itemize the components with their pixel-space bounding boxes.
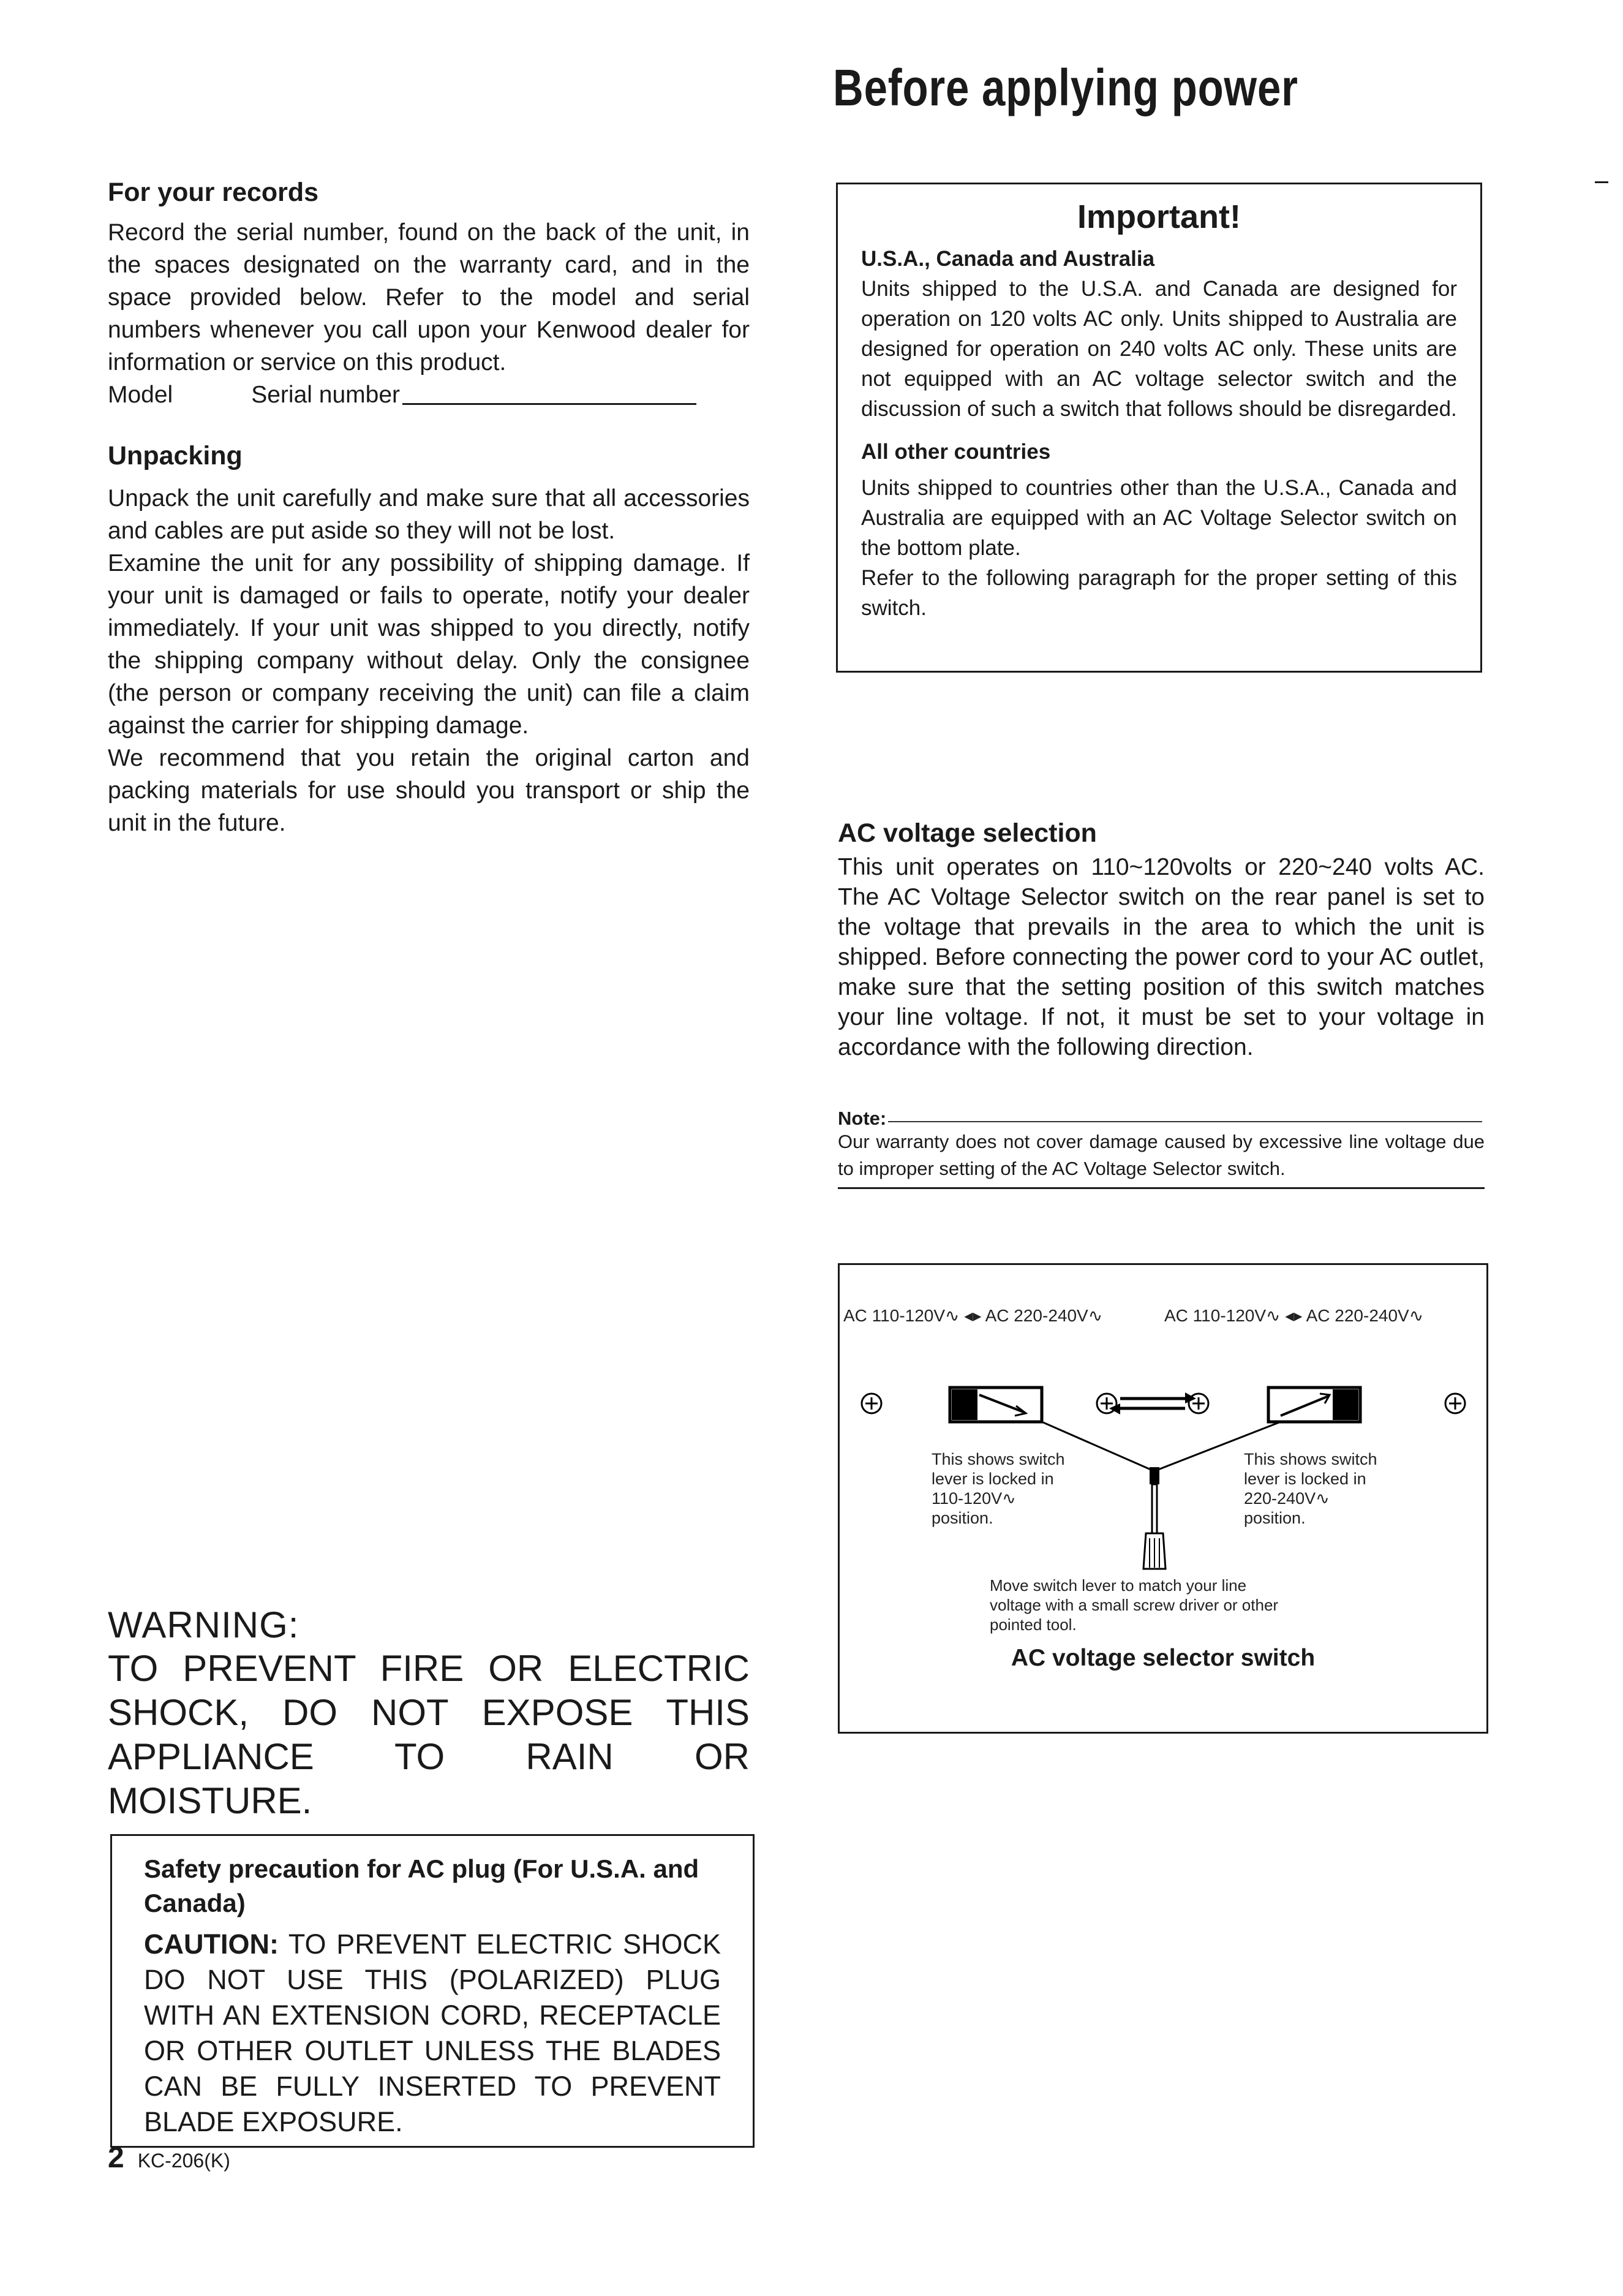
screwdriver-icon — [1143, 1467, 1165, 1569]
important-other-heading: All other countries — [861, 440, 1051, 464]
important-other-paragraph: Units shipped to countries other than the U.S.A., Canada and Australia are equipped with an AC Voltage Selector switch on the bottom plate. — [861, 476, 1457, 560]
right-caption-line: position. — [1244, 1509, 1306, 1527]
unpacking-paragraph: We recommend that you retain the original carton and packing materials for use should you transport or ship the unit in the future. — [108, 745, 750, 836]
serial-label: Serial number — [251, 382, 401, 408]
right-caption-line: lever is locked in — [1244, 1470, 1366, 1488]
serial-blank-line — [402, 380, 696, 405]
important-usa-heading: U.S.A., Canada and Australia — [861, 247, 1155, 271]
safety-box — [110, 1834, 755, 2148]
ac-selection-section — [838, 818, 1485, 1062]
important-other-paragraph: Refer to the following paragraph for the proper setting of this switch. — [861, 566, 1457, 620]
model-label: Model — [108, 382, 173, 408]
left-caption-line: position. — [932, 1509, 993, 1527]
top-label-left: AC 110-120V∿ ◂▸ AC 220-240V∿ — [843, 1306, 1103, 1325]
ac-selection-text: This unit operates on 110~120volts or 220~240 volts AC. The AC Voltage Selector switch on the rear panel is set to the voltage that prevails in the area to which the unit is shipped. Before connecting the power cord to your AC outlet, make sure that the setting position of this switch matches your line voltage. If not, it must be set to your voltage in accordance with the following direction. — [838, 854, 1485, 1060]
caution-text — [144, 1927, 721, 2140]
ac-selection-heading: AC voltage selection — [838, 818, 1097, 848]
move-text-line: voltage with a small screw driver or other — [990, 1596, 1279, 1614]
important-box — [836, 183, 1482, 673]
unpacking-heading: Unpacking — [108, 441, 243, 470]
left-caption-line: This shows switch — [932, 1450, 1065, 1468]
move-text-line: Move switch lever to match your line — [990, 1576, 1247, 1595]
caution-line: TO PREVENT ELECTRIC SHOCK — [278, 1928, 721, 1960]
diagram-caption: AC voltage selector switch — [1011, 1645, 1316, 1671]
warning-line: TO PREVENT FIRE OR ELECTRIC — [108, 1648, 750, 1689]
ac-selector-diagram-box — [838, 1263, 1488, 1734]
note-label: Note: — [838, 1108, 887, 1129]
warning-text — [108, 1647, 750, 1823]
records-text: Record the serial number, found on the back of the unit, in the spaces designated on the warranty card, and in the space provided below. Refer to the model and serial numbers whenever you call upon your Kenwood dealer for information or service on this product. — [108, 219, 750, 376]
important-usa-text: Units shipped to the U.S.A. and Canada are designed for operation on 120 volts AC only. Units shipped to Australia are designed for operation on 240 volts AC only. These units are not equipped with an AC voltage selector switch and the discussion of such a switch that follows should be disregarded. — [861, 277, 1457, 421]
unpacking-section — [108, 441, 750, 839]
screw-icon — [862, 1394, 881, 1413]
caution-line: DO NOT USE THIS (POLARIZED) PLUG — [144, 1964, 721, 1995]
move-text-line: pointed tool. — [990, 1615, 1077, 1634]
caution-line: CAN BE FULLY INSERTED TO PREVENT — [144, 2071, 721, 2102]
important-title: Important! — [1077, 198, 1241, 235]
swap-arrows-icon — [1109, 1392, 1196, 1414]
caution-line: OR OTHER OUTLET UNLESS THE BLADES — [144, 2035, 721, 2066]
warning-line: SHOCK, DO NOT EXPOSE THIS — [108, 1692, 750, 1733]
edge-mark — [1595, 181, 1608, 183]
unpacking-text — [108, 482, 750, 839]
caution-line: WITH AN EXTENSION CORD, RECEPTACLE — [144, 2000, 721, 2031]
caution-label: CAUTION: — [144, 1928, 279, 1960]
important-other-text — [861, 473, 1457, 623]
page-number: 2 — [108, 2142, 124, 2174]
left-caption-line: lever is locked in — [932, 1470, 1054, 1488]
page-title: Before applying power — [833, 59, 1298, 116]
left-caption-line: 110-120V∿ — [932, 1489, 1016, 1508]
warning-title: WARNING: — [108, 1604, 299, 1645]
records-section — [108, 178, 750, 411]
switch-110-icon — [950, 1388, 1042, 1422]
right-caption-line: This shows switch — [1244, 1450, 1377, 1468]
caution-line: BLADE EXPOSURE. — [144, 2106, 403, 2137]
model-serial-line — [108, 379, 750, 411]
note-text: Our warranty does not cover damage caused by excessive line voltage due to improper setting of the AC Voltage Selector switch. — [838, 1131, 1485, 1179]
switch-220-icon — [1268, 1388, 1360, 1422]
warning-line: APPLIANCE TO RAIN OR MOISTURE. — [108, 1736, 750, 1821]
screw-icon — [1445, 1394, 1465, 1413]
note-bottom-rule — [838, 1187, 1485, 1189]
records-heading: For your records — [108, 178, 319, 207]
page-footer — [108, 2141, 230, 2175]
unpacking-paragraph: Unpack the unit carefully and make sure that all accessories and cables are put aside so they will not be lost. — [108, 485, 750, 544]
right-caption-line: 220-240V∿ — [1244, 1489, 1330, 1508]
model-code: KC-206(K) — [137, 2150, 230, 2172]
unpacking-paragraph: Examine the unit for any possibility of shipping damage. If your unit is damaged or fails to operate, notify your dealer immediately. If your unit was shipped to you directly, notify the shipping company without delay. Only the consignee (the person or company receiving the unit) can file a claim against the carrier for shipping damage. — [108, 550, 750, 739]
note-rule — [888, 1121, 1482, 1122]
top-label-right: AC 110-120V∿ ◂▸ AC 220-240V∿ — [1164, 1306, 1424, 1325]
safety-heading: Safety precaution for AC plug (For U.S.A. and Canada) — [144, 1854, 699, 1917]
